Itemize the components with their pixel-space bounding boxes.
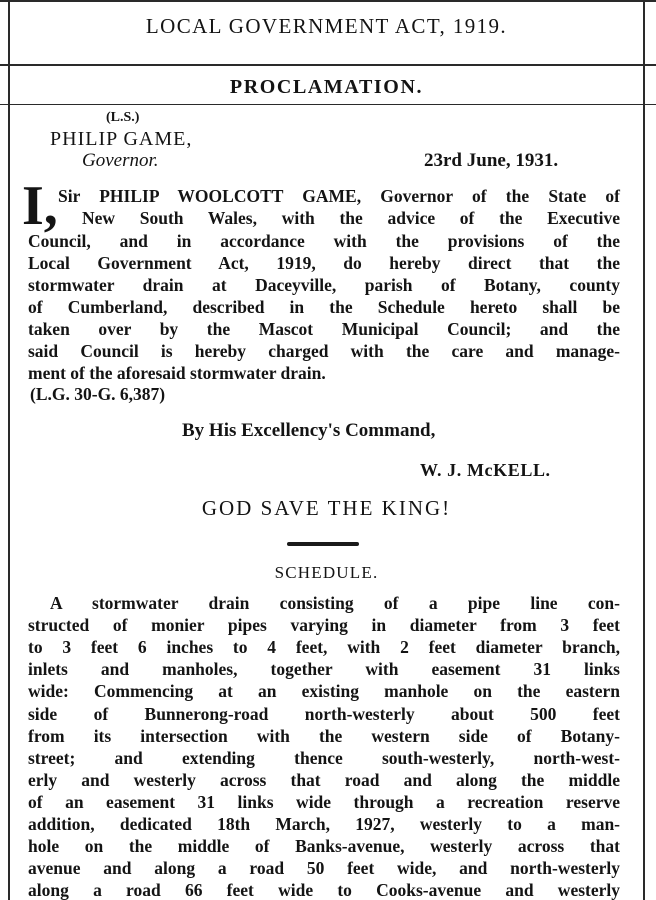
schedule-line: addition, dedicated 18th March, 1927, westerly to a man-	[28, 814, 620, 834]
top-rule	[0, 0, 656, 2]
drop-cap: I,	[22, 175, 58, 237]
seal-mark: (L.S.)	[106, 110, 140, 125]
proclamation-rule	[0, 104, 656, 105]
schedule-line: wide: Commencing at an existing manhole on the eastern	[28, 681, 620, 701]
schedule-line: avenue and along a road 50 feet wide, and north-westerly	[28, 858, 620, 878]
proclamation-line: New South Wales, with the advice of the Executive	[82, 208, 620, 228]
schedule-line: erly and westerly across that road and along the middle	[28, 770, 620, 790]
schedule-line: street; and extending thence south-westerly, north-west-	[28, 748, 620, 768]
act-title: LOCAL GOVERNMENT ACT, 1919.	[145, 14, 508, 38]
schedule-line: to 3 feet 6 inches to 4 feet, with 2 feet diameter branch,	[28, 637, 620, 657]
proclamation-line: stormwater drain at Daceyville, parish of Botany, county	[28, 275, 620, 295]
minister-signature: W. J. McKELL.	[420, 460, 551, 480]
signer-title: Governor.	[82, 150, 159, 171]
proclamation-line: Council, and in accordance with the provisions of the	[28, 231, 620, 251]
schedule-line: along a road 66 feet wide to Cooks-avenue and westerly	[28, 880, 620, 900]
proclamation-line: ment of the aforesaid stormwater drain.	[28, 363, 326, 383]
proclamation-heading: PROCLAMATION.	[229, 76, 424, 98]
proclamation-line: Local Government Act, 1919, do hereby direct that the	[28, 253, 620, 273]
proclamation-line: Sir PHILIP WOOLCOTT GAME, Governor of the State of	[58, 186, 620, 206]
proclamation-line: of Cumberland, described in the Schedule hereto shall be	[28, 297, 620, 317]
schedule-line: A stormwater drain consisting of a pipe line con-	[50, 593, 620, 613]
schedule-line: inlets and manholes, together with easement 31 links	[28, 659, 620, 679]
header-rule	[0, 64, 656, 66]
left-column-rule	[8, 0, 10, 900]
signer-name: PHILIP GAME,	[50, 128, 193, 150]
proclamation-line: taken over by the Mascot Municipal Council; and the	[28, 319, 620, 339]
schedule-line: structed of monier pipes varying in diameter from 3 feet	[28, 615, 620, 635]
god-save-the-king: GOD SAVE THE KING!	[201, 496, 452, 520]
proclamation-line: said Council is hereby charged with the care and manage-	[28, 341, 620, 361]
schedule-line: from its intersection with the western side of Botany-	[28, 726, 620, 746]
schedule-line: side of Bunnerong-road north-westerly about 500 feet	[28, 704, 620, 724]
reference-number: (L.G. 30-G. 6,387)	[30, 384, 166, 404]
right-column-rule	[643, 0, 645, 900]
section-divider	[287, 542, 359, 546]
schedule-line: hole on the middle of Banks-avenue, westerly across that	[28, 836, 620, 856]
command-line: By His Excellency's Command,	[182, 420, 436, 441]
schedule-heading: SCHEDULE.	[274, 563, 379, 582]
proclamation-date: 23rd June, 1931.	[424, 150, 559, 171]
schedule-line: of an easement 31 links wide through a recreation reserve	[28, 792, 620, 812]
